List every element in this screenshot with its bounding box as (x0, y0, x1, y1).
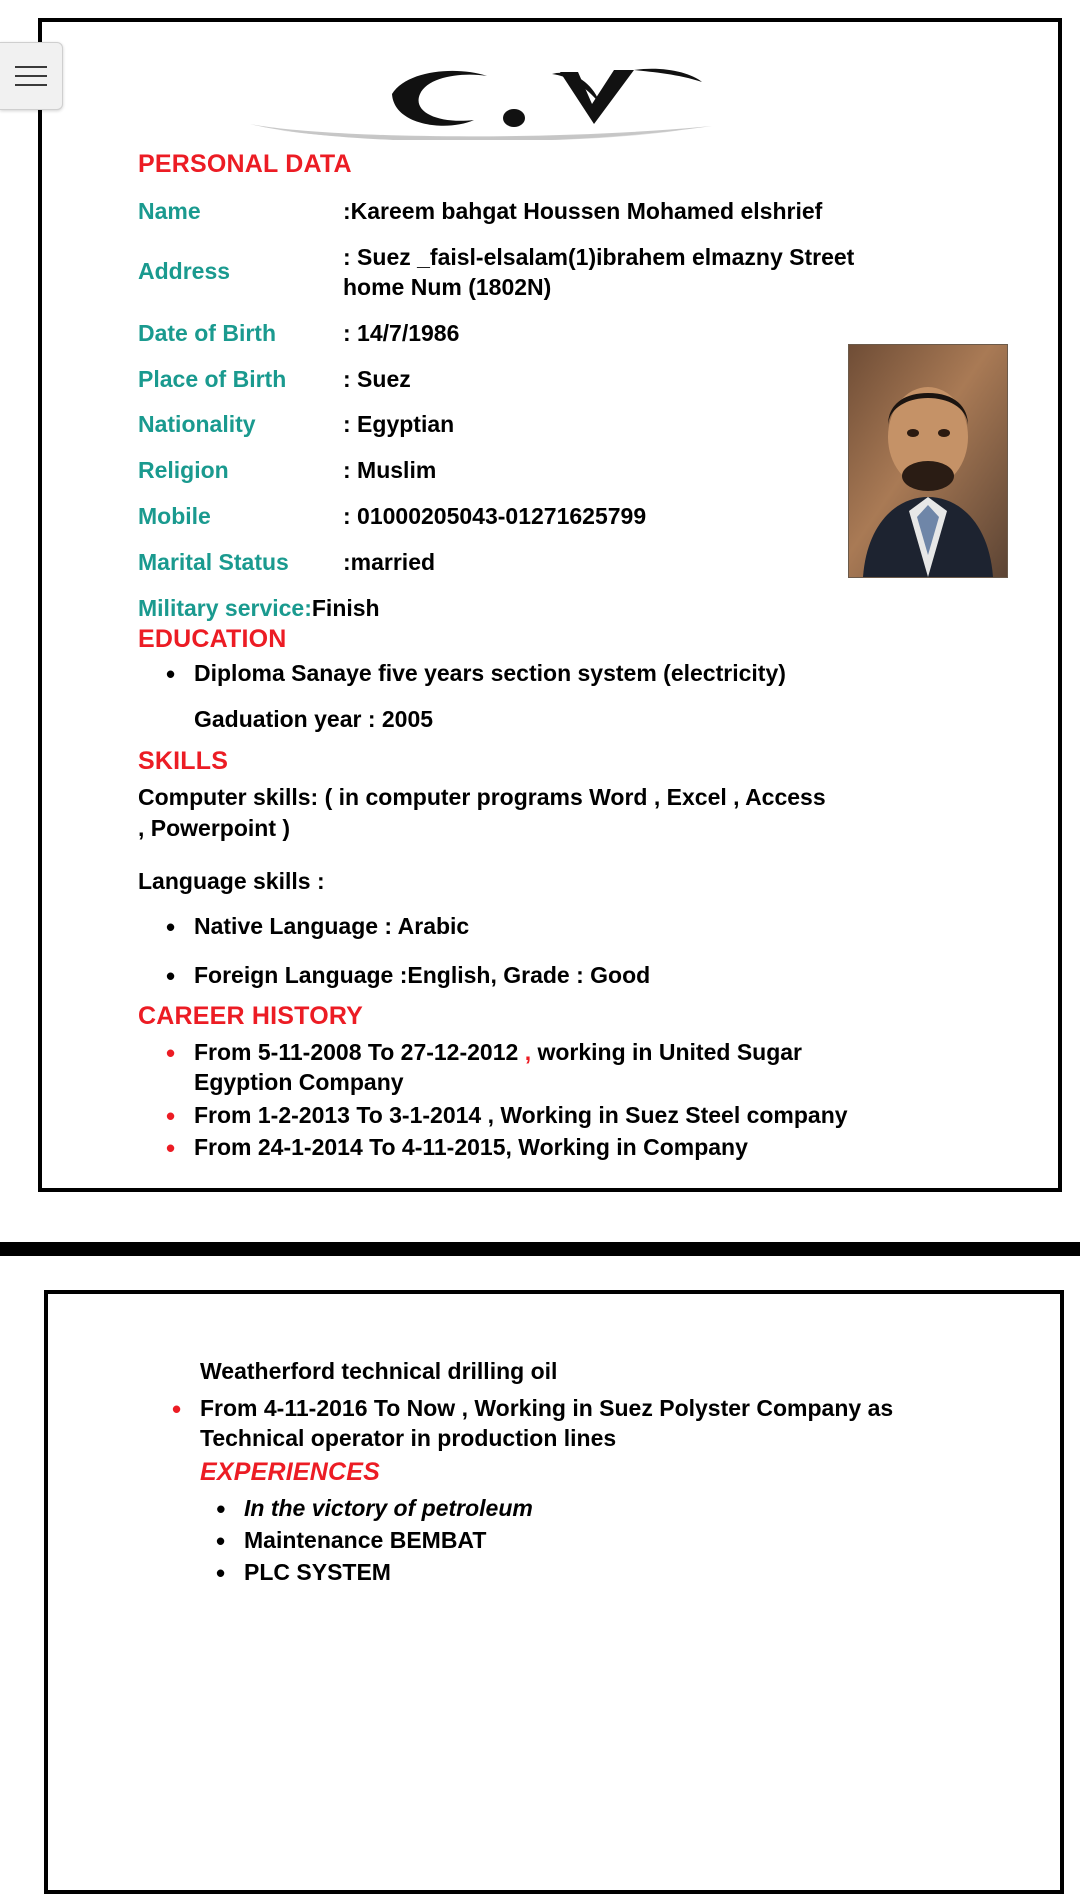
value-name: :Kareem bahgat Houssen Mohamed elshrief (343, 198, 823, 224)
military-service-line (138, 594, 1018, 623)
list-item: • From 1-2-2013 To 3-1-2014 , Working in Suez Steel company (194, 1100, 1018, 1130)
label-name: Name (138, 198, 201, 224)
computer-skills-text: Computer skills: ( in computer programs Word , Excel , Access , Powerpoint ) (138, 784, 826, 842)
section-heading-experiences: EXPERIENCES (200, 1457, 381, 1486)
menu-bar-line-2 (15, 75, 47, 77)
personal-data-row-nationality (138, 410, 1018, 440)
list-item: • Maintenance BEMBAT (244, 1525, 1020, 1555)
label-military-service: Military service: (138, 595, 312, 622)
menu-bar-line-3 (15, 84, 47, 86)
list-item: • Native Language : Arabic (194, 911, 1018, 941)
language-skills-heading: Language skills : (138, 868, 325, 895)
value-military-service: Finish (311, 595, 380, 622)
education-graduation-year: Gaduation year : 2005 (194, 706, 434, 733)
menu-handle-button[interactable] (0, 42, 63, 110)
page-divider (0, 1242, 1080, 1256)
career-item-1-post: working in United Sugar Egyption Company (194, 1038, 802, 1096)
label-address: Address (138, 257, 231, 284)
education-list (138, 658, 1018, 688)
section-heading-skills: SKILLS (138, 747, 229, 776)
label-marital-status: Marital Status (138, 549, 289, 576)
document-page-2 (44, 1290, 1064, 1894)
list-item: • Foreign Language :English, Grade : Good (194, 960, 1018, 990)
personal-data-row-date-of-birth (138, 319, 1018, 349)
career-item-1-comma: , (524, 1038, 532, 1065)
career-item-1-pre: From 5-11-2008 To 27-12-2012 (194, 1038, 525, 1065)
personal-data-row-mobile (138, 502, 1018, 532)
label-religion: Religion (138, 457, 229, 484)
list-item: • From 24-1-2014 To 4-11-2015, Working in Company (194, 1132, 1018, 1162)
personal-data-row-address (138, 243, 1018, 303)
value-date-of-birth: : 14/7/1986 (343, 319, 460, 346)
career-history-list (138, 1037, 1018, 1162)
value-religion: : Muslim (343, 457, 437, 484)
list-item: • From 4-11-2016 To Now , Working in Suez Polyster Company as Technical operator in production lines (200, 1393, 920, 1454)
career-history-list-page2 (144, 1393, 1020, 1454)
personal-data-row-place-of-birth (138, 365, 1018, 395)
value-place-of-birth: : Suez (343, 365, 411, 392)
section-heading-education: EDUCATION (138, 624, 287, 653)
list-item (194, 1037, 894, 1098)
document-page-1 (38, 18, 1062, 1192)
value-nationality: : Egyptian (343, 411, 455, 438)
list-item: • PLC SYSTEM (244, 1557, 1020, 1587)
personal-data-row-marital-status (138, 548, 1018, 578)
personal-data-row-religion (138, 456, 1018, 486)
personal-data-row-name (138, 197, 1018, 227)
section-heading-personal-data: PERSONAL DATA (138, 150, 352, 178)
section-heading-career-history: CAREER HISTORY (138, 1001, 364, 1030)
label-place-of-birth: Place of Birth (138, 365, 287, 392)
career-continuation-line: Weatherford technical drilling oil (200, 1358, 558, 1384)
value-marital-status: :married (343, 549, 436, 576)
experiences-list (144, 1493, 1020, 1588)
label-date-of-birth: Date of Birth (138, 319, 276, 346)
list-item: • Diploma Sanaye five years section system (electricity) (194, 658, 1018, 688)
value-address: : Suez _faisl-elsalam(1)ibrahem elmazny Street home Num (1802N) (343, 243, 855, 300)
label-nationality: Nationality (138, 411, 256, 438)
value-mobile: : 01000205043-01271625799 (343, 503, 647, 530)
list-item: • In the victory of petroleum (244, 1493, 1020, 1523)
menu-bar-line-1 (15, 66, 47, 68)
language-skills-list (138, 911, 1018, 990)
label-mobile: Mobile (138, 503, 211, 530)
cv-logo (242, 64, 782, 140)
